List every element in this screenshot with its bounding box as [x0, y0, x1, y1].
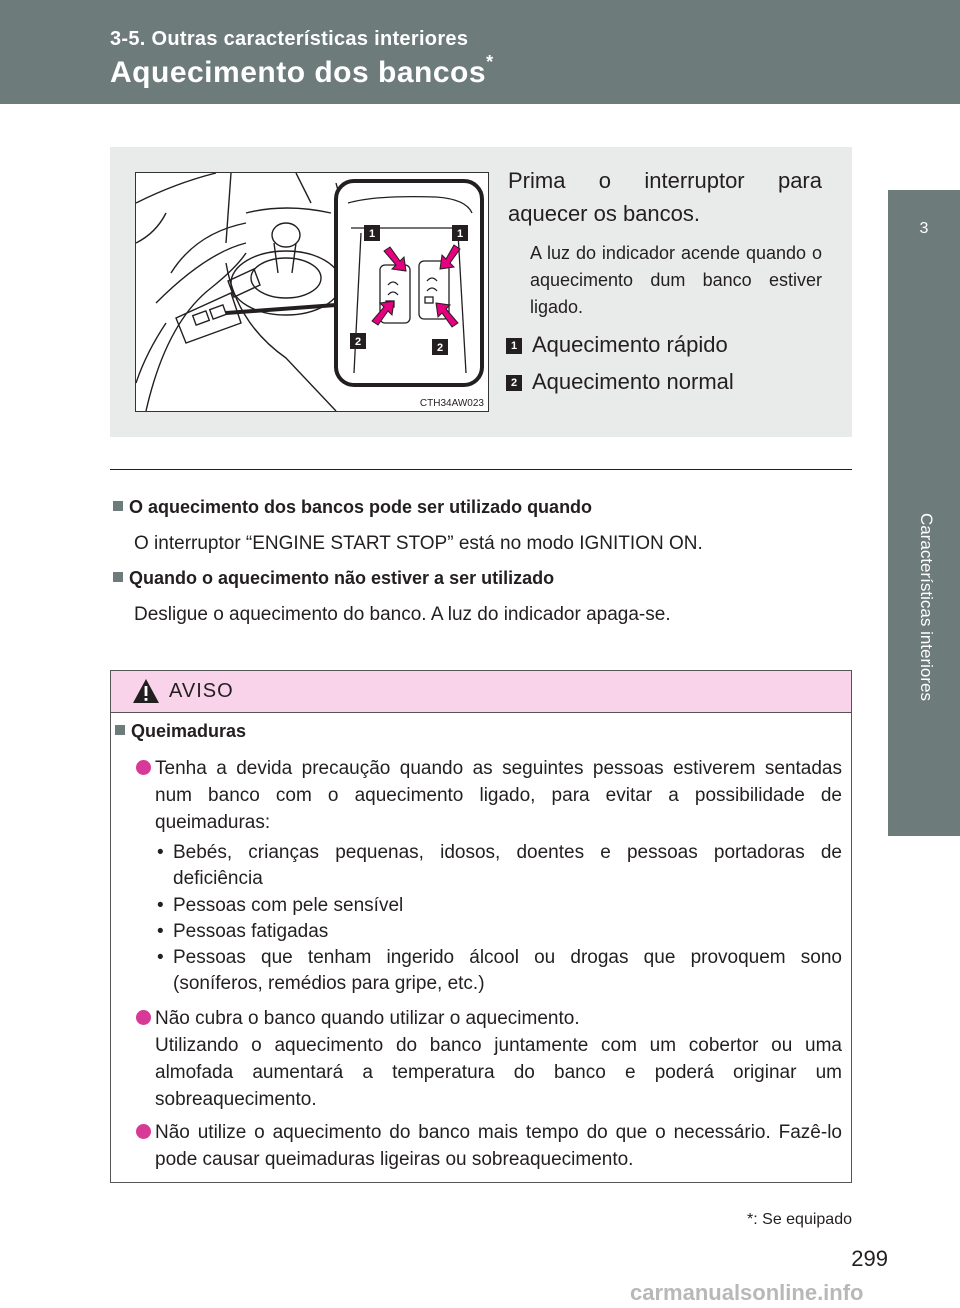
warning-bullet-3 — [136, 1119, 842, 1173]
warning-bullet-2-line1: Não cubra o banco quando utilizar o aquecimento. — [155, 1008, 580, 1029]
page-number: 299 — [851, 1246, 888, 1271]
callout-1-left: 1 — [368, 228, 376, 240]
indicator-note: A luz do indicador acende quando o aquecimento dum banco estiver ligado. — [530, 243, 822, 317]
intro-text: Prima o interruptor para aquecer os bancos. — [508, 168, 822, 226]
warning-triangle-icon — [131, 677, 161, 705]
page-title — [110, 52, 494, 90]
warning-bullet-1-text: Tenha a devida precaução quando as seguintes pessoas estiverem sentadas num banco com o aquecimento ligado, para evitar a possibilidade de queimaduras: — [155, 758, 842, 833]
warning-heading-text: Queimaduras — [131, 721, 247, 741]
legend-item-2 — [506, 369, 734, 395]
list-item: • Pessoas que tenham ingerido álcool ou drogas que provoquem sono (soníferos, remédios para gripe, etc.) — [157, 945, 842, 997]
footnote — [747, 1211, 852, 1229]
page-title-text: Aquecimento dos bancos — [110, 56, 487, 89]
warning-header — [111, 671, 851, 713]
chapter-number: 3 — [919, 220, 929, 237]
callout-1-right: 1 — [456, 228, 464, 240]
legend-label-1: Aquecimento rápido — [532, 332, 728, 357]
title-asterisk: * — [486, 52, 494, 72]
legend-label-2: Aquecimento normal — [532, 369, 734, 394]
seat-heater-illustration — [135, 172, 489, 412]
square-marker-icon — [113, 501, 123, 511]
callout-2-right: 2 — [436, 342, 444, 354]
warning-bullet-2-line2: Utilizando o aquecimento do banco juntamente com um cobertor ou uma almofada aumentará a temperatura do banco e poderá originar um sobreaquecimento. — [155, 1035, 842, 1110]
warning-box — [110, 670, 852, 1183]
callout-2-left: 2 — [354, 336, 362, 348]
list-item-text: Pessoas com pele sensível — [173, 895, 404, 916]
list-item-text: Pessoas que tenham ingerido álcool ou drogas que provoquem sono (soníferos, remédios para gripe, etc.) — [173, 947, 842, 994]
footnote-mark: * — [747, 1211, 754, 1228]
note-heading-2-text: Quando o aquecimento não estiver a ser utilizado — [129, 568, 555, 588]
pink-bullet-icon — [136, 1124, 151, 1139]
warning-bullet-1 — [136, 755, 842, 836]
warning-bullet-2 — [136, 1005, 842, 1113]
square-marker-icon — [113, 572, 123, 582]
chapter-name: Características interiores — [917, 512, 936, 701]
warning-heading — [115, 721, 246, 742]
console-drawing — [136, 173, 488, 411]
note-heading-1 — [113, 497, 592, 518]
pink-bullet-icon — [136, 760, 151, 775]
note-body-2: Desligue o aquecimento do banco. A luz do indicador apaga-se. — [134, 604, 671, 625]
list-item: • Pessoas fatigadas — [157, 919, 842, 945]
list-item-text: Pessoas fatigadas — [173, 921, 329, 942]
legend-item-1 — [506, 332, 728, 358]
figure-code: CTH34AW023 — [419, 398, 484, 409]
warning-label: AVISO — [169, 680, 234, 702]
pink-bullet-icon — [136, 1010, 151, 1025]
warning-bullet-3-text: Não utilize o aquecimento do banco mais tempo do que o necessário. Fazê-lo pode causar queimaduras ligeiras ou sobreaquecimento. — [155, 1122, 842, 1170]
list-item-text: Bebés, crianças pequenas, idosos, doentes e pessoas portadoras de deficiência — [173, 842, 842, 889]
list-item: • Pessoas com pele sensível — [157, 893, 842, 919]
note-body-1: O interruptor “ENGINE START STOP” está no modo IGNITION ON. — [134, 533, 703, 554]
divider-line — [110, 469, 852, 470]
legend-badge-1: 1 — [506, 338, 522, 354]
page-header — [0, 0, 960, 104]
note-heading-1-text: O aquecimento dos bancos pode ser utilizado quando — [129, 497, 593, 517]
section-title: 3-5. Outras características interiores — [110, 28, 469, 50]
list-item: • Bebés, crianças pequenas, idosos, doentes e pessoas portadoras de deficiência — [157, 840, 842, 892]
note-heading-2 — [113, 568, 554, 589]
chapter-side-tab — [888, 190, 960, 836]
square-marker-icon — [115, 725, 125, 735]
site-watermark: carmanualsonline.info — [630, 1280, 864, 1305]
footnote-text: : Se equipado — [753, 1211, 852, 1228]
legend-badge-2: 2 — [506, 375, 522, 391]
